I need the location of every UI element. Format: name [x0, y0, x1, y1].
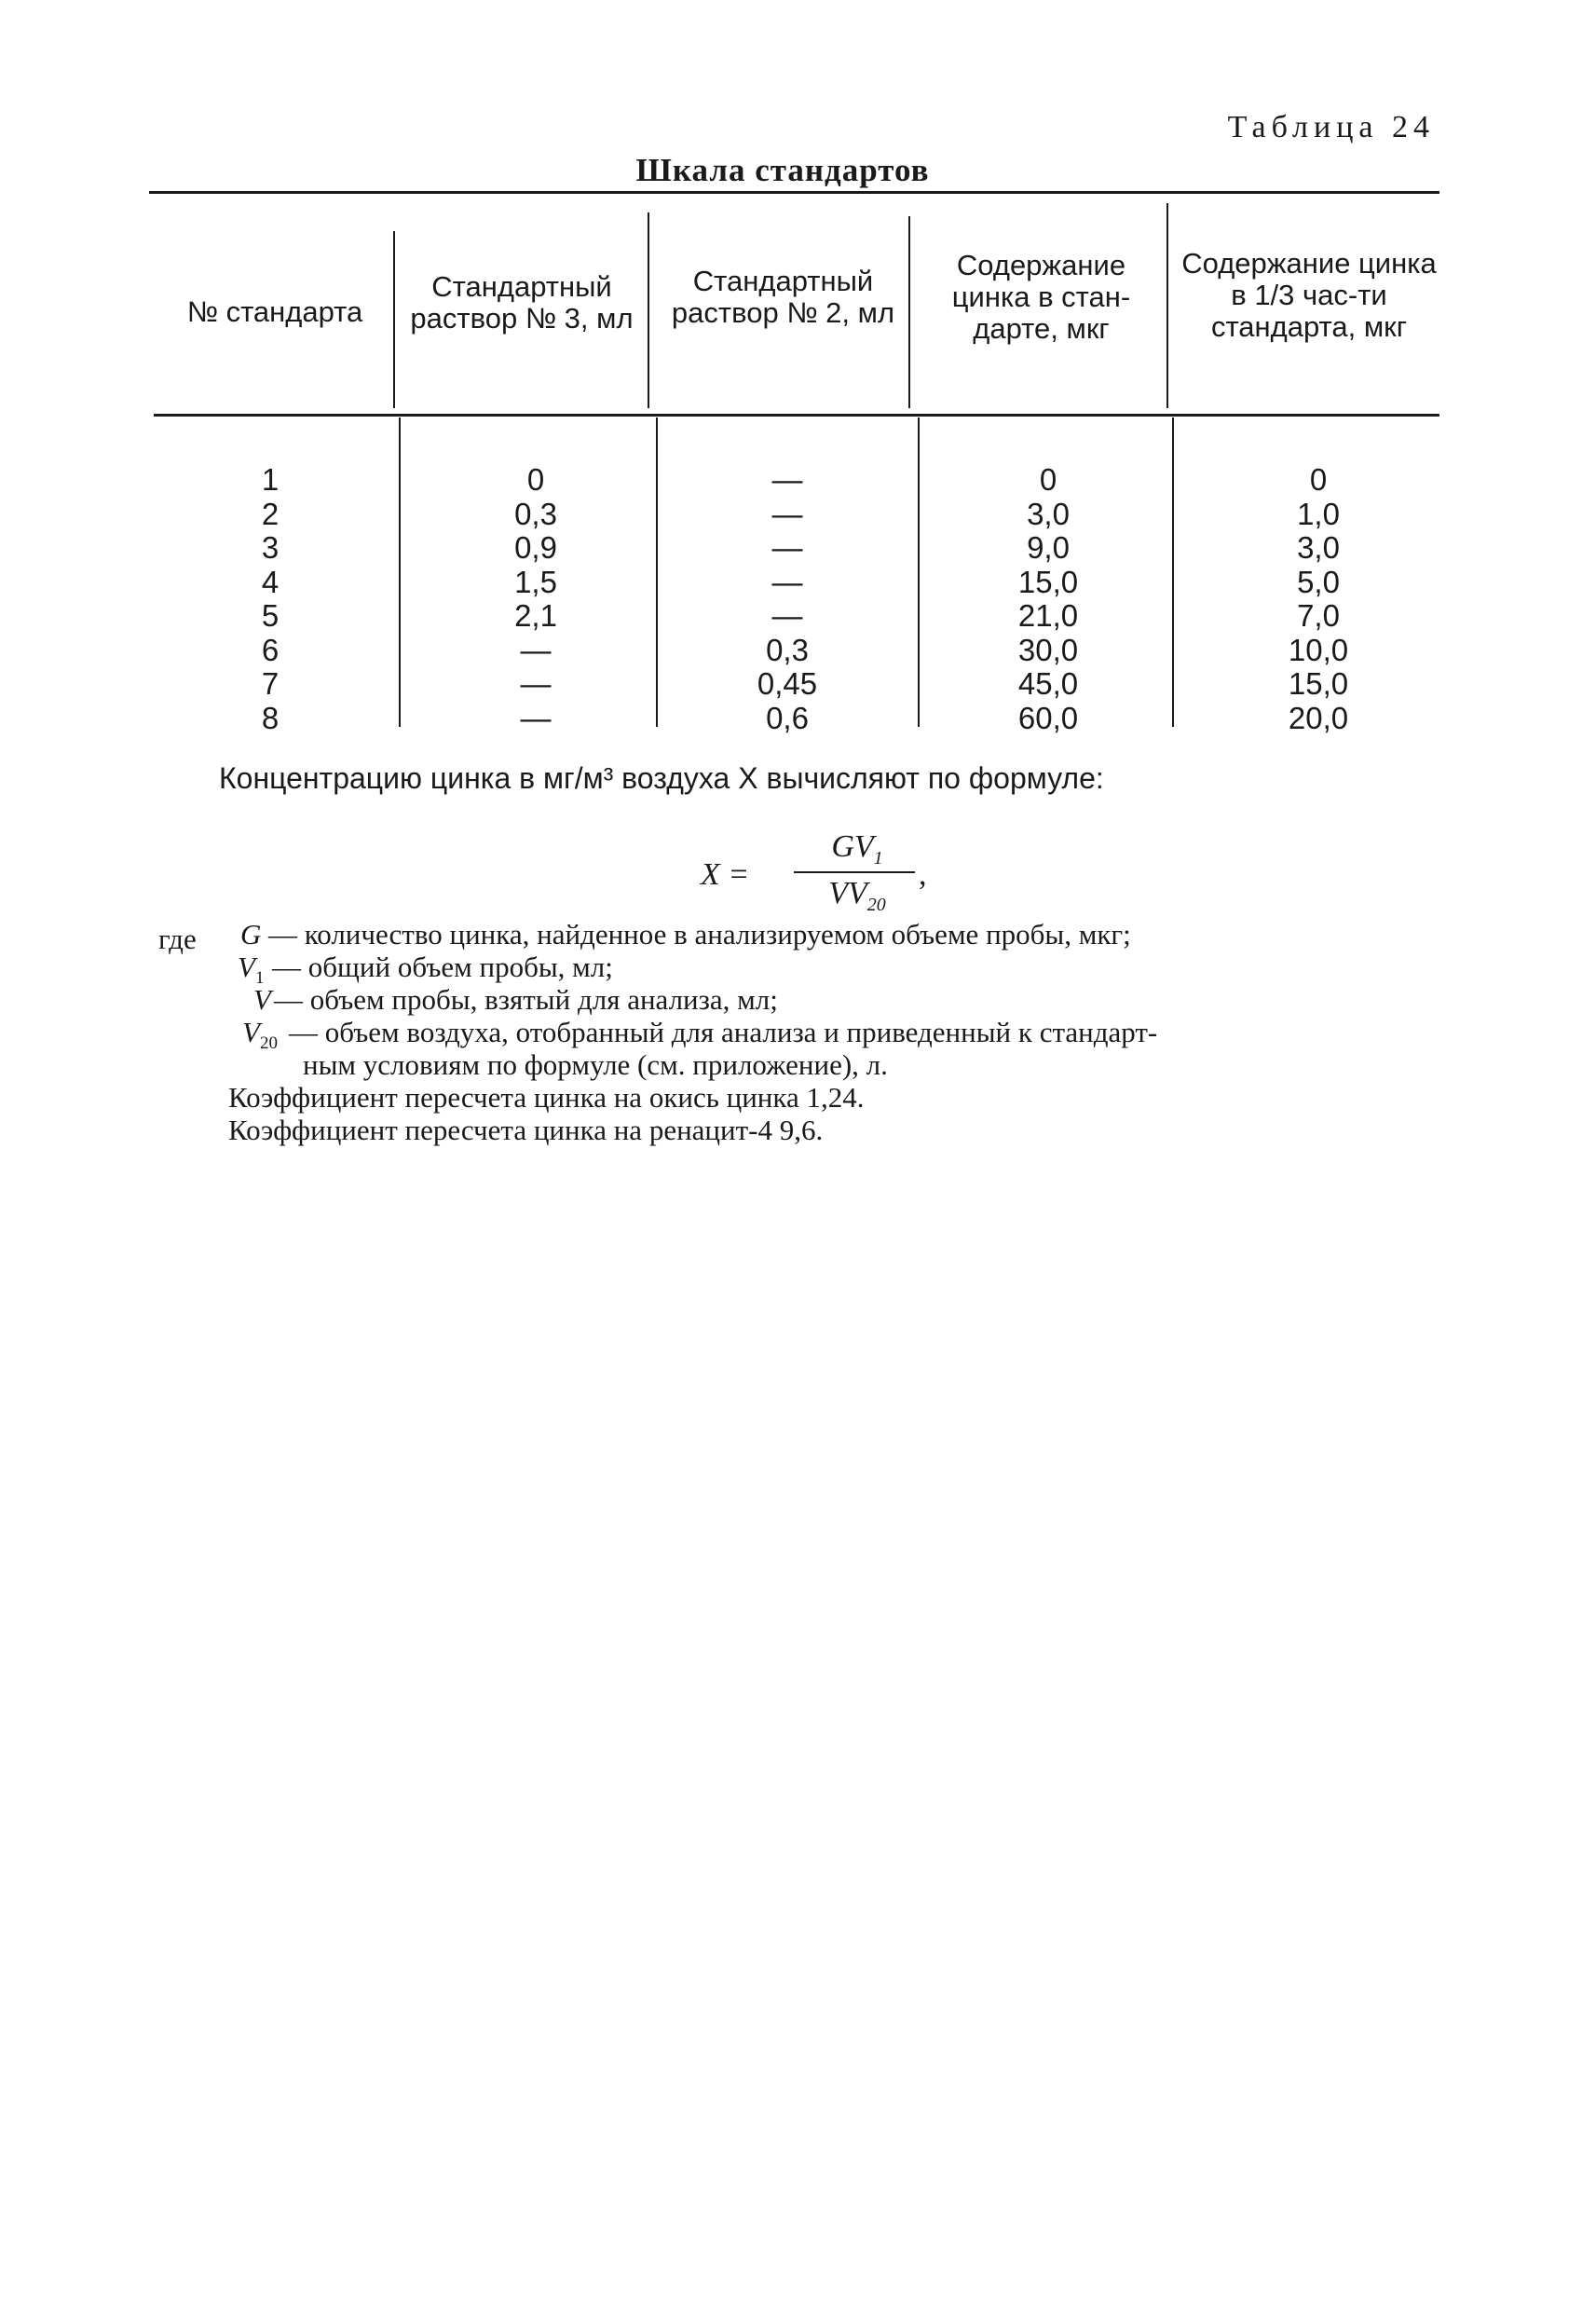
table-cell: 7,0 — [1297, 598, 1340, 633]
table-cell: 9,0 — [1027, 530, 1070, 565]
table-cell: — — [771, 496, 803, 531]
table-cell: 15,0 — [1288, 666, 1349, 701]
coefficient-zinc-oxide: Коэффициент пересчета цинка на окись цинка 1,24. — [228, 1081, 865, 1114]
table-cell: 1,0 — [1297, 496, 1340, 531]
table-cell: 0,9 — [514, 530, 557, 565]
column-separator — [656, 417, 658, 727]
table-top-rule — [149, 191, 1439, 194]
table-cell: 0,6 — [766, 700, 809, 735]
table-cell: — — [771, 598, 803, 633]
table-cell: 10,0 — [1288, 632, 1349, 667]
definition-symbol: $V_{20}$ — [242, 1016, 278, 1054]
header-solution-2: Стандартный раствор № 2, мл — [671, 264, 895, 329]
table-cell: 2 — [261, 496, 280, 531]
definition-row — [149, 918, 1453, 955]
definitions-list — [149, 918, 1453, 1146]
column-solution-3 — [480, 463, 592, 735]
formula-numerator: $GV_1$ — [831, 829, 883, 869]
table-cell: 20,0 — [1288, 700, 1349, 735]
table-cell: 30,0 — [1017, 632, 1079, 667]
column-separator — [918, 417, 920, 727]
table-cell: 0 — [526, 462, 545, 497]
table-cell: 60,0 — [1017, 700, 1079, 735]
formula-comma: , — [919, 857, 927, 892]
column-separator — [648, 212, 649, 408]
table-cell: 15,0 — [1017, 564, 1079, 599]
table-cell: — — [520, 632, 552, 667]
table-cell: 3 — [261, 530, 280, 565]
table-cell: 5 — [261, 598, 280, 633]
definition-symbol: V — [253, 983, 271, 1016]
definition-continuation: ным условиям по формуле (см. приложение), л. — [303, 1048, 888, 1081]
table-cell: — — [771, 462, 803, 497]
formula-denominator: $VV_{20}$ — [828, 876, 886, 915]
column-separator — [393, 231, 395, 408]
formula-intro: Концентрацию цинка в мг/м³ воздуха X вычисляют по формуле: — [219, 761, 1104, 795]
definition-text: — объем воздуха, отобранный для анализа и приведенный к стандарт- — [289, 1016, 1158, 1048]
definition-row — [149, 951, 1453, 989]
table-cell: 0,3 — [514, 496, 557, 531]
table-cell: 4 — [261, 564, 280, 599]
table-cell: 1 — [261, 462, 280, 497]
column-separator — [908, 216, 910, 408]
coefficient-renacit: Коэффициент пересчета цинка на ренацит-4 9,6. — [228, 1114, 824, 1146]
table-cell: 3,0 — [1027, 496, 1070, 531]
definition-text: — общий объем пробы, мл; — [272, 951, 613, 983]
table-cell: — — [771, 564, 803, 599]
table-cell: — — [771, 530, 803, 565]
definition-row — [149, 983, 1453, 1016]
fraction-bar — [794, 871, 915, 873]
table-cell: 21,0 — [1017, 598, 1079, 633]
table-cell: 5,0 — [1297, 564, 1340, 599]
header-std-number: № стандарта — [186, 295, 363, 328]
column-separator — [1166, 203, 1168, 408]
column-separator — [399, 417, 401, 727]
table-title: Шкала стандартов — [635, 152, 930, 188]
table-cell: — — [520, 666, 552, 701]
table-cell: 0 — [1309, 462, 1328, 497]
table-cell: 2,1 — [514, 598, 557, 633]
table-cell: 3,0 — [1297, 530, 1340, 565]
table-cell: 0 — [1039, 462, 1057, 497]
column-solution-2 — [731, 463, 843, 735]
definition-text: — количество цинка, найденное в анализируемом объеме пробы, мкг; — [268, 918, 1131, 951]
concentration-formula — [701, 829, 927, 932]
table-header-rule — [154, 414, 1439, 417]
table-cell: 7 — [261, 666, 280, 701]
table-cell: 0,45 — [757, 666, 818, 701]
table-cell: 6 — [261, 632, 280, 667]
formula-lhs: X = — [701, 857, 750, 892]
where-label: где — [158, 923, 197, 955]
header-zinc-third: Содержание цинка в 1/3 час-ти стандарта, мкг — [1181, 247, 1437, 343]
definition-symbol: $V_1$ — [238, 951, 265, 989]
definition-symbol: G — [240, 918, 262, 951]
header-zinc-content: Содержание цинка в стан-дарте, мкг — [951, 248, 1131, 345]
column-zinc-third — [1262, 463, 1374, 735]
table-cell: 0,3 — [766, 632, 809, 667]
definition-row — [149, 1016, 1453, 1054]
definition-text: — объем пробы, взятый для анализа, мл; — [274, 983, 778, 1016]
table-cell: — — [520, 700, 552, 735]
table-number: Таблица 24 — [1227, 110, 1435, 144]
table-cell: 8 — [261, 700, 280, 735]
table-cell: 45,0 — [1017, 666, 1079, 701]
column-std-number — [214, 463, 326, 735]
table-cell: 1,5 — [514, 564, 557, 599]
column-separator — [1172, 417, 1174, 727]
column-zinc-content — [992, 463, 1104, 735]
header-solution-3: Стандартный раствор № 3, мл — [410, 269, 634, 335]
